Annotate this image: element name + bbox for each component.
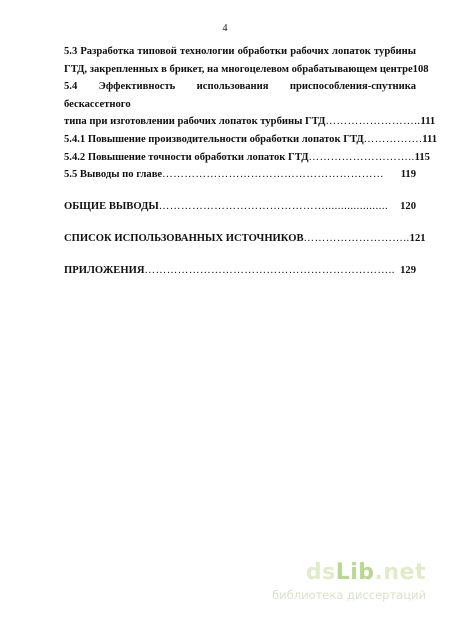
toc-page-number: 120	[400, 201, 416, 213]
toc-page-number: 121	[409, 233, 426, 245]
toc-leader-dots: …………….	[363, 133, 423, 145]
toc-entry-5-4-1	[64, 131, 437, 149]
toc-page-number: 119	[400, 169, 416, 181]
toc-entry-5-3-title: ГТД, закрепленных в брикет, на многоцелевом обрабатывающем центре	[64, 63, 413, 75]
watermark	[226, 560, 426, 608]
toc-entry-5-4-line1: 5.4 Эффективность использования приспособления-спутника бескассетного	[64, 81, 416, 110]
toc-leader-dots: ……………………………………………………	[162, 169, 385, 181]
toc-entry-title: СПИСОК ИСПОЛЬЗОВАННЫХ ИСТОЧНИКОВ	[64, 233, 304, 245]
toc-entry-appendices	[64, 262, 416, 280]
toc-page-number: 108	[412, 63, 429, 75]
toc-entry-5-3-line2	[64, 61, 429, 79]
watermark-tagline: библиотека диссертаций	[272, 588, 426, 602]
toc-entry-title: 5.4.1 Повышение производительности обработки лопаток ГТД	[64, 133, 364, 145]
table-of-contents	[64, 43, 437, 280]
toc-leader-dots: …………………………………………………………..	[144, 265, 395, 277]
toc-leader-dots: ……………………..	[325, 116, 421, 128]
toc-leader-dots: ………………………..	[303, 233, 410, 245]
toc-leader-dots: ………………………..	[308, 151, 415, 163]
toc-entry-title: 5.5 Выводы по главе	[64, 169, 163, 181]
toc-entry-references	[64, 230, 426, 248]
toc-entry-title: 5.4.2 Повышение точности обработки лопаток ГТД	[64, 151, 309, 163]
toc-entry-5-4-2	[64, 149, 430, 167]
toc-page-number: 111	[420, 116, 436, 128]
toc-page-number: 129	[400, 265, 416, 277]
page-number: 4	[222, 23, 228, 34]
toc-entry-5-4-line2	[64, 113, 436, 131]
toc-page-number: 115	[414, 151, 430, 163]
toc-page-number: 111	[422, 133, 437, 145]
toc-entry-5-3-line1: 5.3 Разработка типовой технологии обработки рабочих лопаток турбины	[64, 46, 416, 57]
toc-leader-dots: ………………………………………....................	[158, 201, 389, 213]
toc-entry-title: ОБЩИЕ ВЫВОДЫ	[64, 201, 159, 213]
watermark-logo: dsLib.net	[305, 560, 426, 585]
toc-entry-general-conclusions	[64, 198, 416, 216]
toc-entry-5-4-title: типа при изготовлении рабочих лопаток турбины ГТД	[64, 116, 326, 128]
toc-entry-5-5	[64, 166, 416, 184]
toc-entry-title: ПРИЛОЖЕНИЯ	[64, 265, 145, 277]
